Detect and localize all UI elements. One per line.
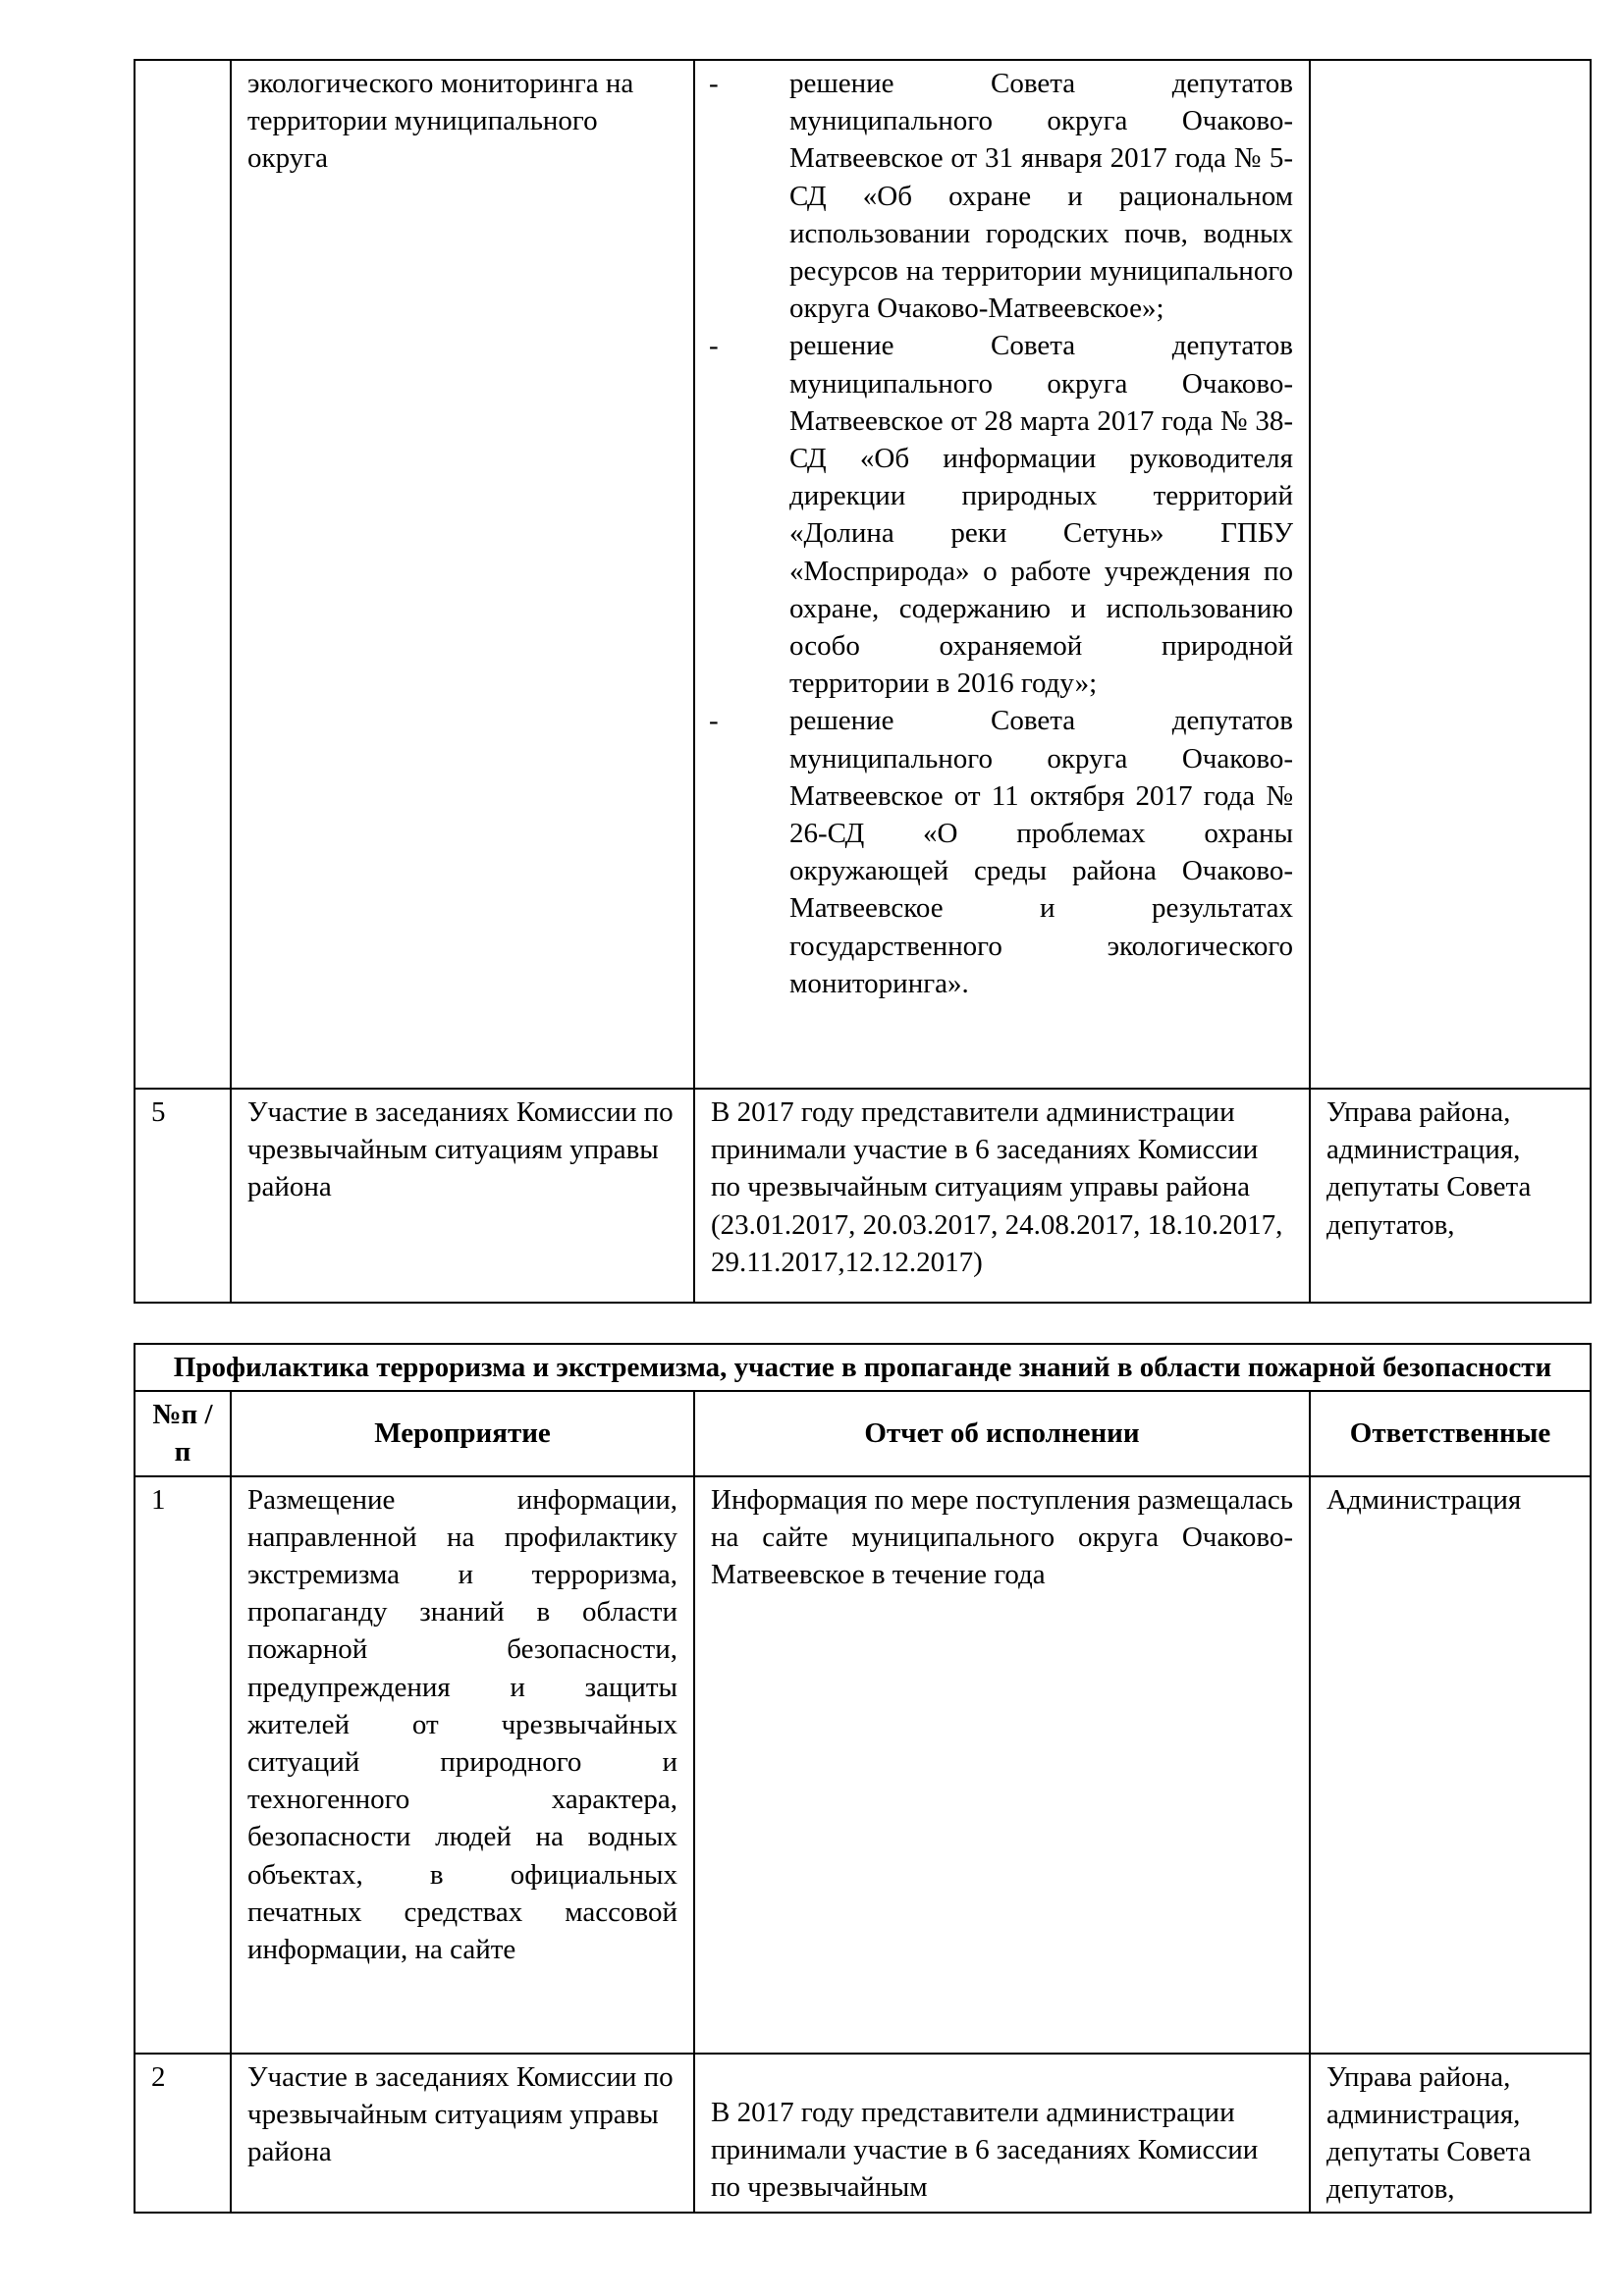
table-row <box>135 1089 1591 1303</box>
header-event: Мероприятие <box>231 1391 694 1475</box>
list-dash: - <box>709 705 719 737</box>
row-number-cell <box>135 60 231 1089</box>
list-item <box>709 327 1293 702</box>
row-number-cell: 5 <box>135 1089 231 1303</box>
list-item-text: решение Совета депутатов муниципального округа Очаково-Матвеевское от 31 января 2017 года № 5-СД «Об охране и рациональном использовании городских почв, водных ресурсов на территории муниципального округа Очаково-Матвеевское»; <box>789 68 1293 325</box>
activities-table-continued <box>134 59 1592 1304</box>
header-responsible: Ответственные <box>1310 1391 1591 1475</box>
report-cell <box>694 60 1310 1089</box>
responsible-cell: Управа района, администрация, депутаты Совета депутатов, <box>1310 1089 1591 1303</box>
event-cell: экологического мониторинга на территории муниципального округа <box>231 60 694 1089</box>
report-text: В 2017 году представители администрации принимали участие в 6 заседаниях Комиссии по чрезвычайным <box>711 2096 1259 2204</box>
event-cell: Участие в заседаниях Комиссии по чрезвычайным ситуациям управы района <box>231 2054 694 2214</box>
responsible-cell: Администрация <box>1310 1476 1591 2054</box>
list-item-text: решение Совета депутатов муниципального округа Очаково-Матвеевское от 28 марта 2017 года № 38-СД «Об информации руководителя дирекции природных территорий «Долина реки Сетунь» ГПБУ «Мосприрода» о работе учреждения по охране, содержанию и использованию особо охраняемой природной территории в 2016 году»; <box>789 330 1293 700</box>
report-cell: Информация по мере поступления размещалась на сайте муниципального округа Очаково-Матвеевское в течение года <box>694 1476 1310 2054</box>
header-number: №п /п <box>135 1391 231 1475</box>
list-dash: - <box>709 330 719 362</box>
row-number-cell: 2 <box>135 2054 231 2214</box>
row-number-cell: 1 <box>135 1476 231 2054</box>
list-item <box>709 65 1293 327</box>
event-cell: Размещение информации, направленной на профилактику экстремизма и терроризма, пропаганду знаний в области пожарной безопасности, предупреждения и защиты жителей от чрезвычайных ситуаций природного и техногенного характера, безопасности людей на водных объектах, в официальных печатных средствах массовой информации, на сайте <box>231 1476 694 2054</box>
report-cell: В 2017 году представители администрации принимали участие в 6 заседаниях Комиссии по чрезвычайным ситуациям управы района (23.01.2017, 20.03.2017, 24.08.2017, 18.10.2017, 29.11.2017,12.12.2017) <box>694 1089 1310 1303</box>
terrorism-prevention-table <box>134 1343 1592 2214</box>
header-report: Отчет об исполнении <box>694 1391 1310 1475</box>
section-header-row <box>135 1344 1591 1391</box>
list-item-text: решение Совета депутатов муниципального округа Очаково-Матвеевское от 11 октября 2017 года № 26-СД «О проблемах охраны окружающей среды района Очаково-Матвеевское и результатах государственного экологического мониторинга». <box>789 705 1293 999</box>
table-row <box>135 2054 1591 2214</box>
list-dash: - <box>709 68 719 99</box>
responsible-cell <box>1310 60 1591 1089</box>
event-cell: Участие в заседаниях Комиссии по чрезвычайным ситуациям управы района <box>231 1089 694 1303</box>
responsible-cell: Управа района, администрация, депутаты Совета депутатов, <box>1310 2054 1591 2214</box>
list-item <box>709 702 1293 1002</box>
report-cell <box>694 2054 1310 2214</box>
table-row <box>135 60 1591 1089</box>
table-row <box>135 1476 1591 2054</box>
cell-spacer <box>711 2058 1293 2094</box>
column-header-row <box>135 1391 1591 1475</box>
section-title: Профилактика терроризма и экстремизма, участие в пропаганде знаний в области пожарной безопасности <box>135 1344 1591 1391</box>
